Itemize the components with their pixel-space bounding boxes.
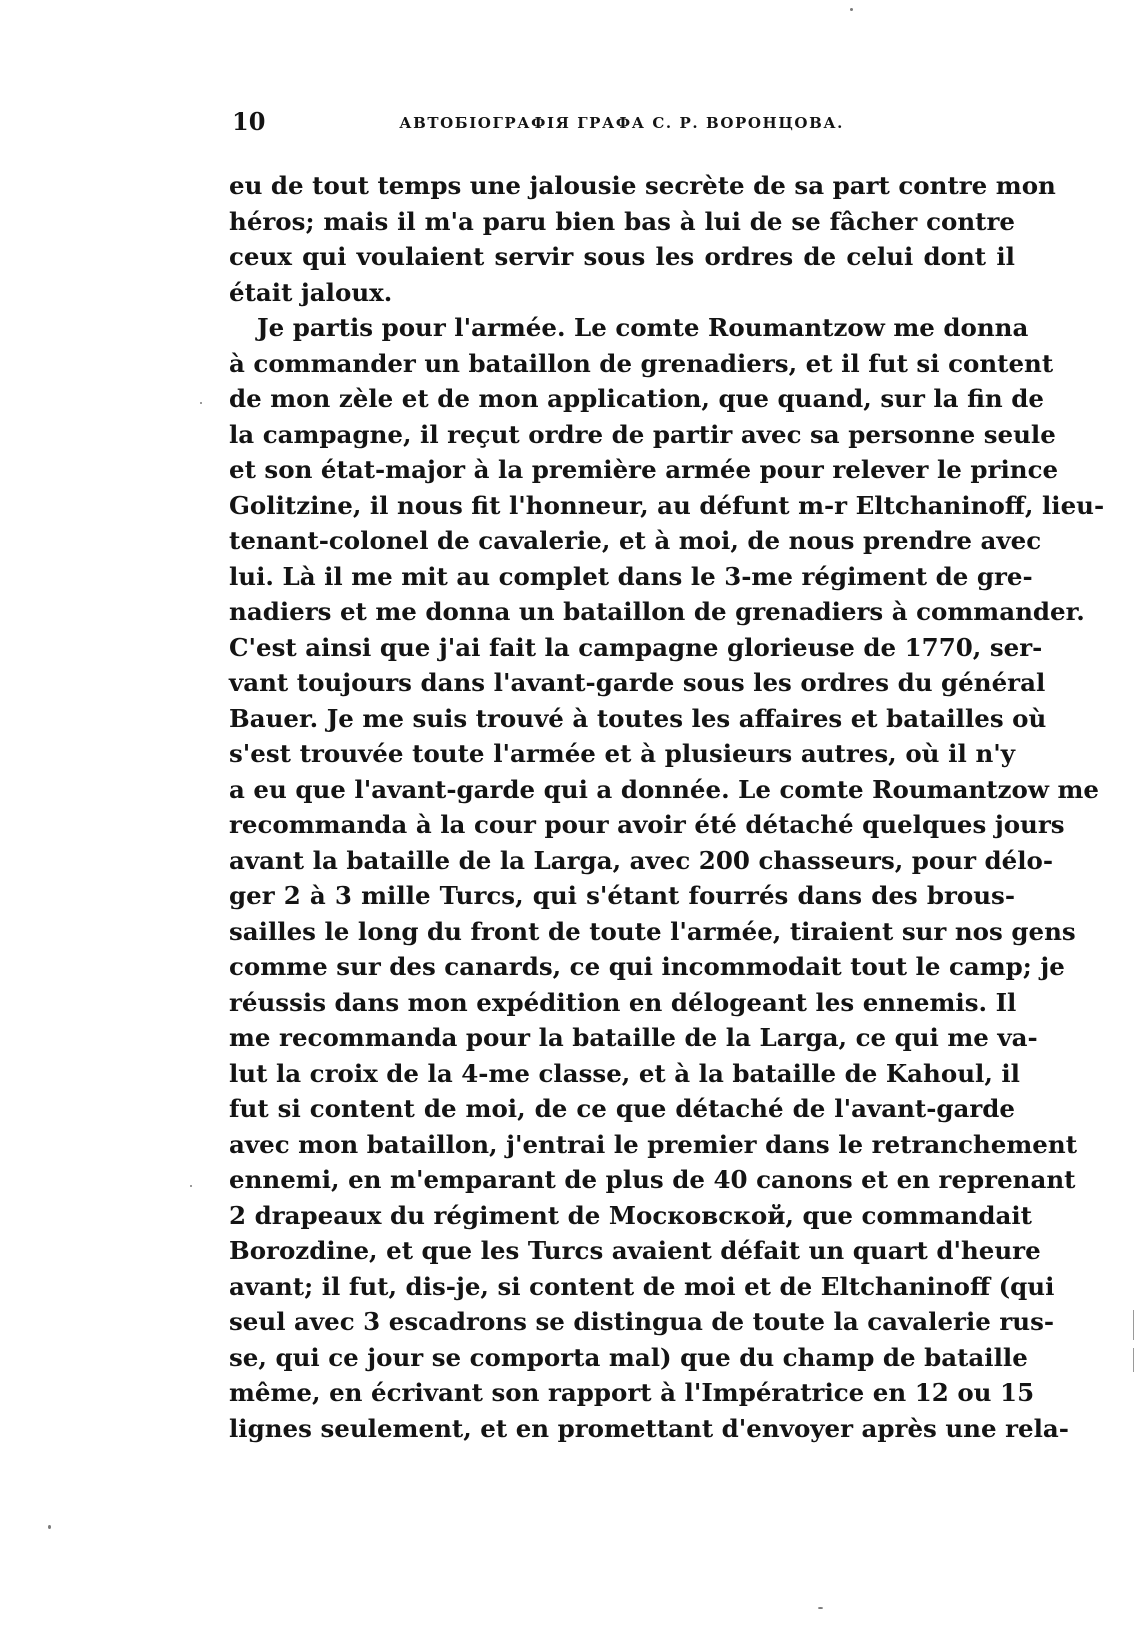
text-line: lignes seulement, et en promettant d'envoyer après une rela- [229,1413,1069,1443]
text-line: vant toujours dans l'avant-garde sous les ordres du général [229,668,1046,697]
text-line: comme sur des canards, ce qui incommodait tout le camp; je [229,952,1065,981]
text-line: héros; mais il m'a paru bien bas à lui de se fâcher contre [229,206,1015,236]
text-line: eu de tout temps une jalousie secrète de sa part contre mon [229,171,1056,200]
text-line: ceux qui voulaient servir sous les ordres de celui dont il [229,242,1015,271]
text-line: à commander un bataillon de grenadiers, et il fut si content [229,348,1054,378]
margin-mark [1133,1348,1134,1372]
text-line: avant la bataille de la Larga, avec 200 chasseurs, pour délo- [229,845,1054,875]
text-line: Bauer. Je me suis trouvé à toutes les affaires et batailles où [229,703,1047,733]
text-line: me recommanda pour la bataille de la Larga, ce qui me va- [229,1023,1038,1052]
text-line: ger 2 à 3 mille Turcs, qui s'étant fourrés dans des brous- [229,881,1015,910]
text-line: fut si content de moi, de ce que détaché de l'avant-garde [229,1094,1015,1123]
text-line: lui. Là il me mit au complet dans le 3-me régiment de gre- [229,561,1033,591]
text-line: avec mon bataillon, j'entrai le premier dans le retranchement [229,1129,1078,1159]
text-line: seul avec 3 escadrons se distingua de toute la cavalerie rus- [229,1307,1055,1336]
text-line: même, en écrivant son rapport à l'Impératrice en 12 ou 15 [229,1378,1035,1407]
text-line: nadiers et me donna un bataillon de grenadiers à commander. [229,597,1085,626]
text-line: a eu que l'avant-garde qui a donnée. Le comte Roumantzow me [229,774,1099,804]
text-line: avant; il fut, dis-je, si content de moi et de Eltchaninoff (qui [229,1271,1055,1301]
scan-speck [48,1525,51,1529]
text-line: 2 drapeaux du régiment de Московской, que commandait [229,1200,1032,1230]
text-line: ennemi, en m'emparant de plus de 40 canons et en reprenant [229,1165,1076,1194]
text-line: tenant-colonel de cavalerie, et à moi, de nous prendre avec [229,526,1042,555]
text-line: s'est trouvée toute l'armée et à plusieurs autres, où il n'y [229,739,1015,768]
text-line: Golitzine, il nous fit l'honneur, au défunt m-r Eltchaninoff, lieu- [229,490,1105,520]
text-body [229,168,1105,1446]
page-number: 10 [232,107,266,136]
text-line: lut la croix de la 4-me classe, et à la bataille de Kahoul, il [229,1058,1020,1088]
text-line: la campagne, il reçut ordre de partir avec sa personne seule [229,419,1056,449]
text-line: était jaloux. [229,277,393,307]
text-line: et son état-major à la première armée pour relever le prince [229,455,1059,484]
text-line: de mon zèle et de mon application, que quand, sur la fin de [229,384,1044,413]
scan-speck [818,1607,823,1609]
scan-speck [200,402,202,404]
running-head [232,104,844,140]
running-title: АВТОБІОГРАФІЯ ГРАФА С. Р. ВОРОНЦОВА. [399,114,844,132]
margin-mark [1133,1310,1134,1340]
paragraph-start-line: Je partis pour l'armée. Le comte Roumantzow me donna [257,313,1029,342]
text-line: Borozdine, et que les Turcs avaient défait un quart d'heure [229,1236,1041,1265]
scan-speck [850,8,853,11]
text-line: recommanda à la cour pour avoir été détaché quelques jours [229,810,1065,839]
text-line: sailles le long du front de toute l'armée, tiraient sur nos gens [229,916,1076,946]
scan-speck [190,1185,192,1187]
text-line: se, qui ce jour se comporta mal) que du champ de bataille [229,1342,1028,1372]
text-line: réussis dans mon expédition en délogeant les ennemis. Il [229,987,1017,1017]
text-line: C'est ainsi que j'ai fait la campagne glorieuse de 1770, ser- [229,632,1043,662]
